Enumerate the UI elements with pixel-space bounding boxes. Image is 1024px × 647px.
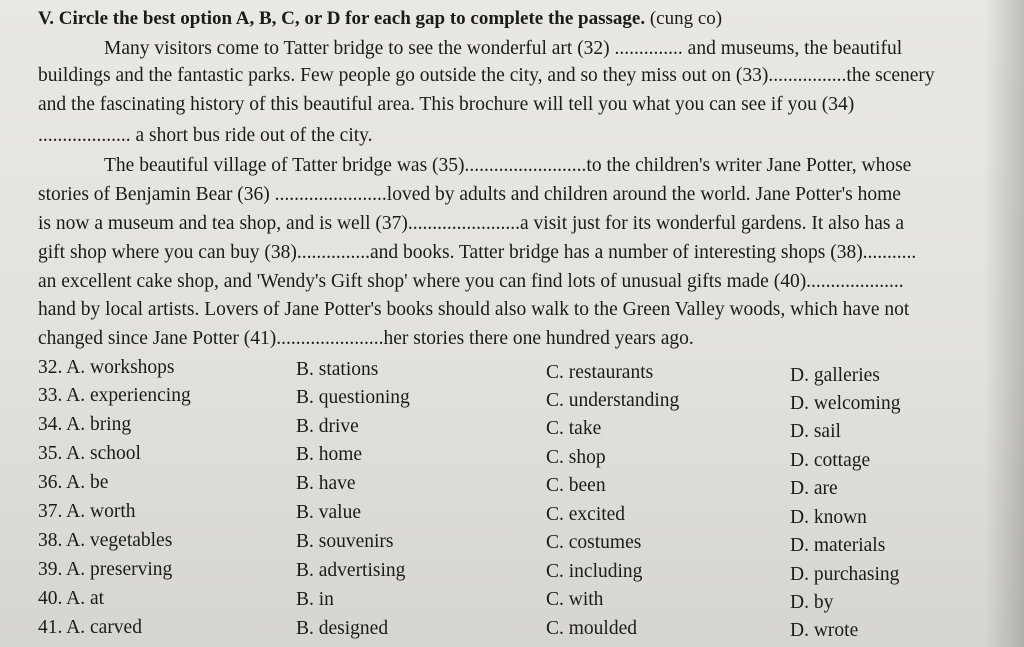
passage-line: gift shop where you can buy (38)...............and books. Tatter bridge has a number of interesting shops (38)........... — [38, 242, 917, 263]
option-d: D. sail — [790, 421, 841, 442]
passage-line: and the fascinating history of this beautiful area. This brochure will tell you what you can see if you (34) — [38, 94, 855, 115]
option-c: C. costumes — [546, 532, 642, 553]
option-a: 35. A. school — [38, 443, 141, 464]
option-d: D. are — [790, 478, 838, 499]
passage-line: an excellent cake shop, and 'Wendy's Gift shop' where you can find lots of unusual gifts made (40).................... — [38, 271, 904, 292]
option-d: D. known — [790, 507, 867, 528]
passage-line: ................... a short bus ride out of the city. — [38, 125, 373, 146]
option-b: B. questioning — [296, 387, 410, 408]
option-c: C. moulded — [546, 618, 637, 639]
option-c: C. take — [546, 418, 602, 439]
option-c: C. understanding — [546, 390, 680, 411]
option-d: D. welcoming — [790, 393, 901, 414]
option-d: D. by — [790, 592, 834, 613]
passage-line: changed since Jane Potter (41)......................her stories there one hundred years ago. — [38, 328, 694, 349]
option-a: 41. A. carved — [38, 617, 142, 638]
option-c: C. with — [546, 589, 604, 610]
option-d: D. materials — [790, 535, 886, 556]
option-d: D. wrote — [790, 620, 859, 641]
option-a: 34. A. bring — [38, 414, 132, 435]
option-a: 36. A. be — [38, 472, 109, 493]
passage-line: is now a museum and tea shop, and is well (37).......................a visit just for its wonderful gardens. It also has a — [38, 213, 904, 234]
passage-line: Many visitors come to Tatter bridge to see the wonderful art (32) .............. and museums, the beautiful — [104, 38, 903, 59]
option-c: C. been — [546, 475, 606, 496]
option-b: B. home — [296, 444, 363, 465]
passage-line: hand by local artists. Lovers of Jane Potter's books should also walk to the Green Valley woods, which have not — [38, 299, 910, 320]
option-c: C. shop — [546, 447, 606, 468]
option-b: B. designed — [296, 618, 389, 639]
option-b: B. drive — [296, 416, 359, 437]
option-b: B. souvenirs — [296, 531, 394, 552]
passage-line: The beautiful village of Tatter bridge was (35).........................to the children's writer Jane Potter, whose — [104, 155, 912, 176]
option-a: 40. A. at — [38, 588, 105, 609]
option-a: 33. A. experiencing — [38, 385, 191, 406]
option-c: C. including — [546, 561, 643, 582]
option-c: C. excited — [546, 504, 626, 525]
passage-line: buildings and the fantastic parks. Few people go outside the city, and so they miss out on (33)................the scenery — [38, 65, 935, 86]
option-b: B. in — [296, 589, 334, 610]
option-a: 32. A. workshops — [38, 357, 175, 378]
option-a: 39. A. preserving — [38, 559, 173, 580]
option-c: C. restaurants — [546, 362, 654, 383]
option-b: B. value — [296, 502, 361, 523]
heading-note: (cung co) — [649, 8, 723, 29]
option-d: D. galleries — [790, 365, 880, 386]
exercise-heading — [38, 6, 978, 32]
option-d: D. cottage — [790, 450, 871, 471]
option-a: 37. A. worth — [38, 501, 136, 522]
option-b: B. stations — [296, 359, 379, 380]
option-d: D. purchasing — [790, 564, 900, 585]
option-b: B. advertising — [296, 560, 406, 581]
option-b: B. have — [296, 473, 356, 494]
page-edge-shadow — [984, 0, 1024, 647]
passage-line: stories of Benjamin Bear (36) .......................loved by adults and children around the world. Jane Potter's home — [38, 184, 901, 205]
heading-text: V. Circle the best option A, B, C, or D for each gap to complete the passage. — [38, 8, 646, 29]
option-a: 38. A. vegetables — [38, 530, 173, 551]
